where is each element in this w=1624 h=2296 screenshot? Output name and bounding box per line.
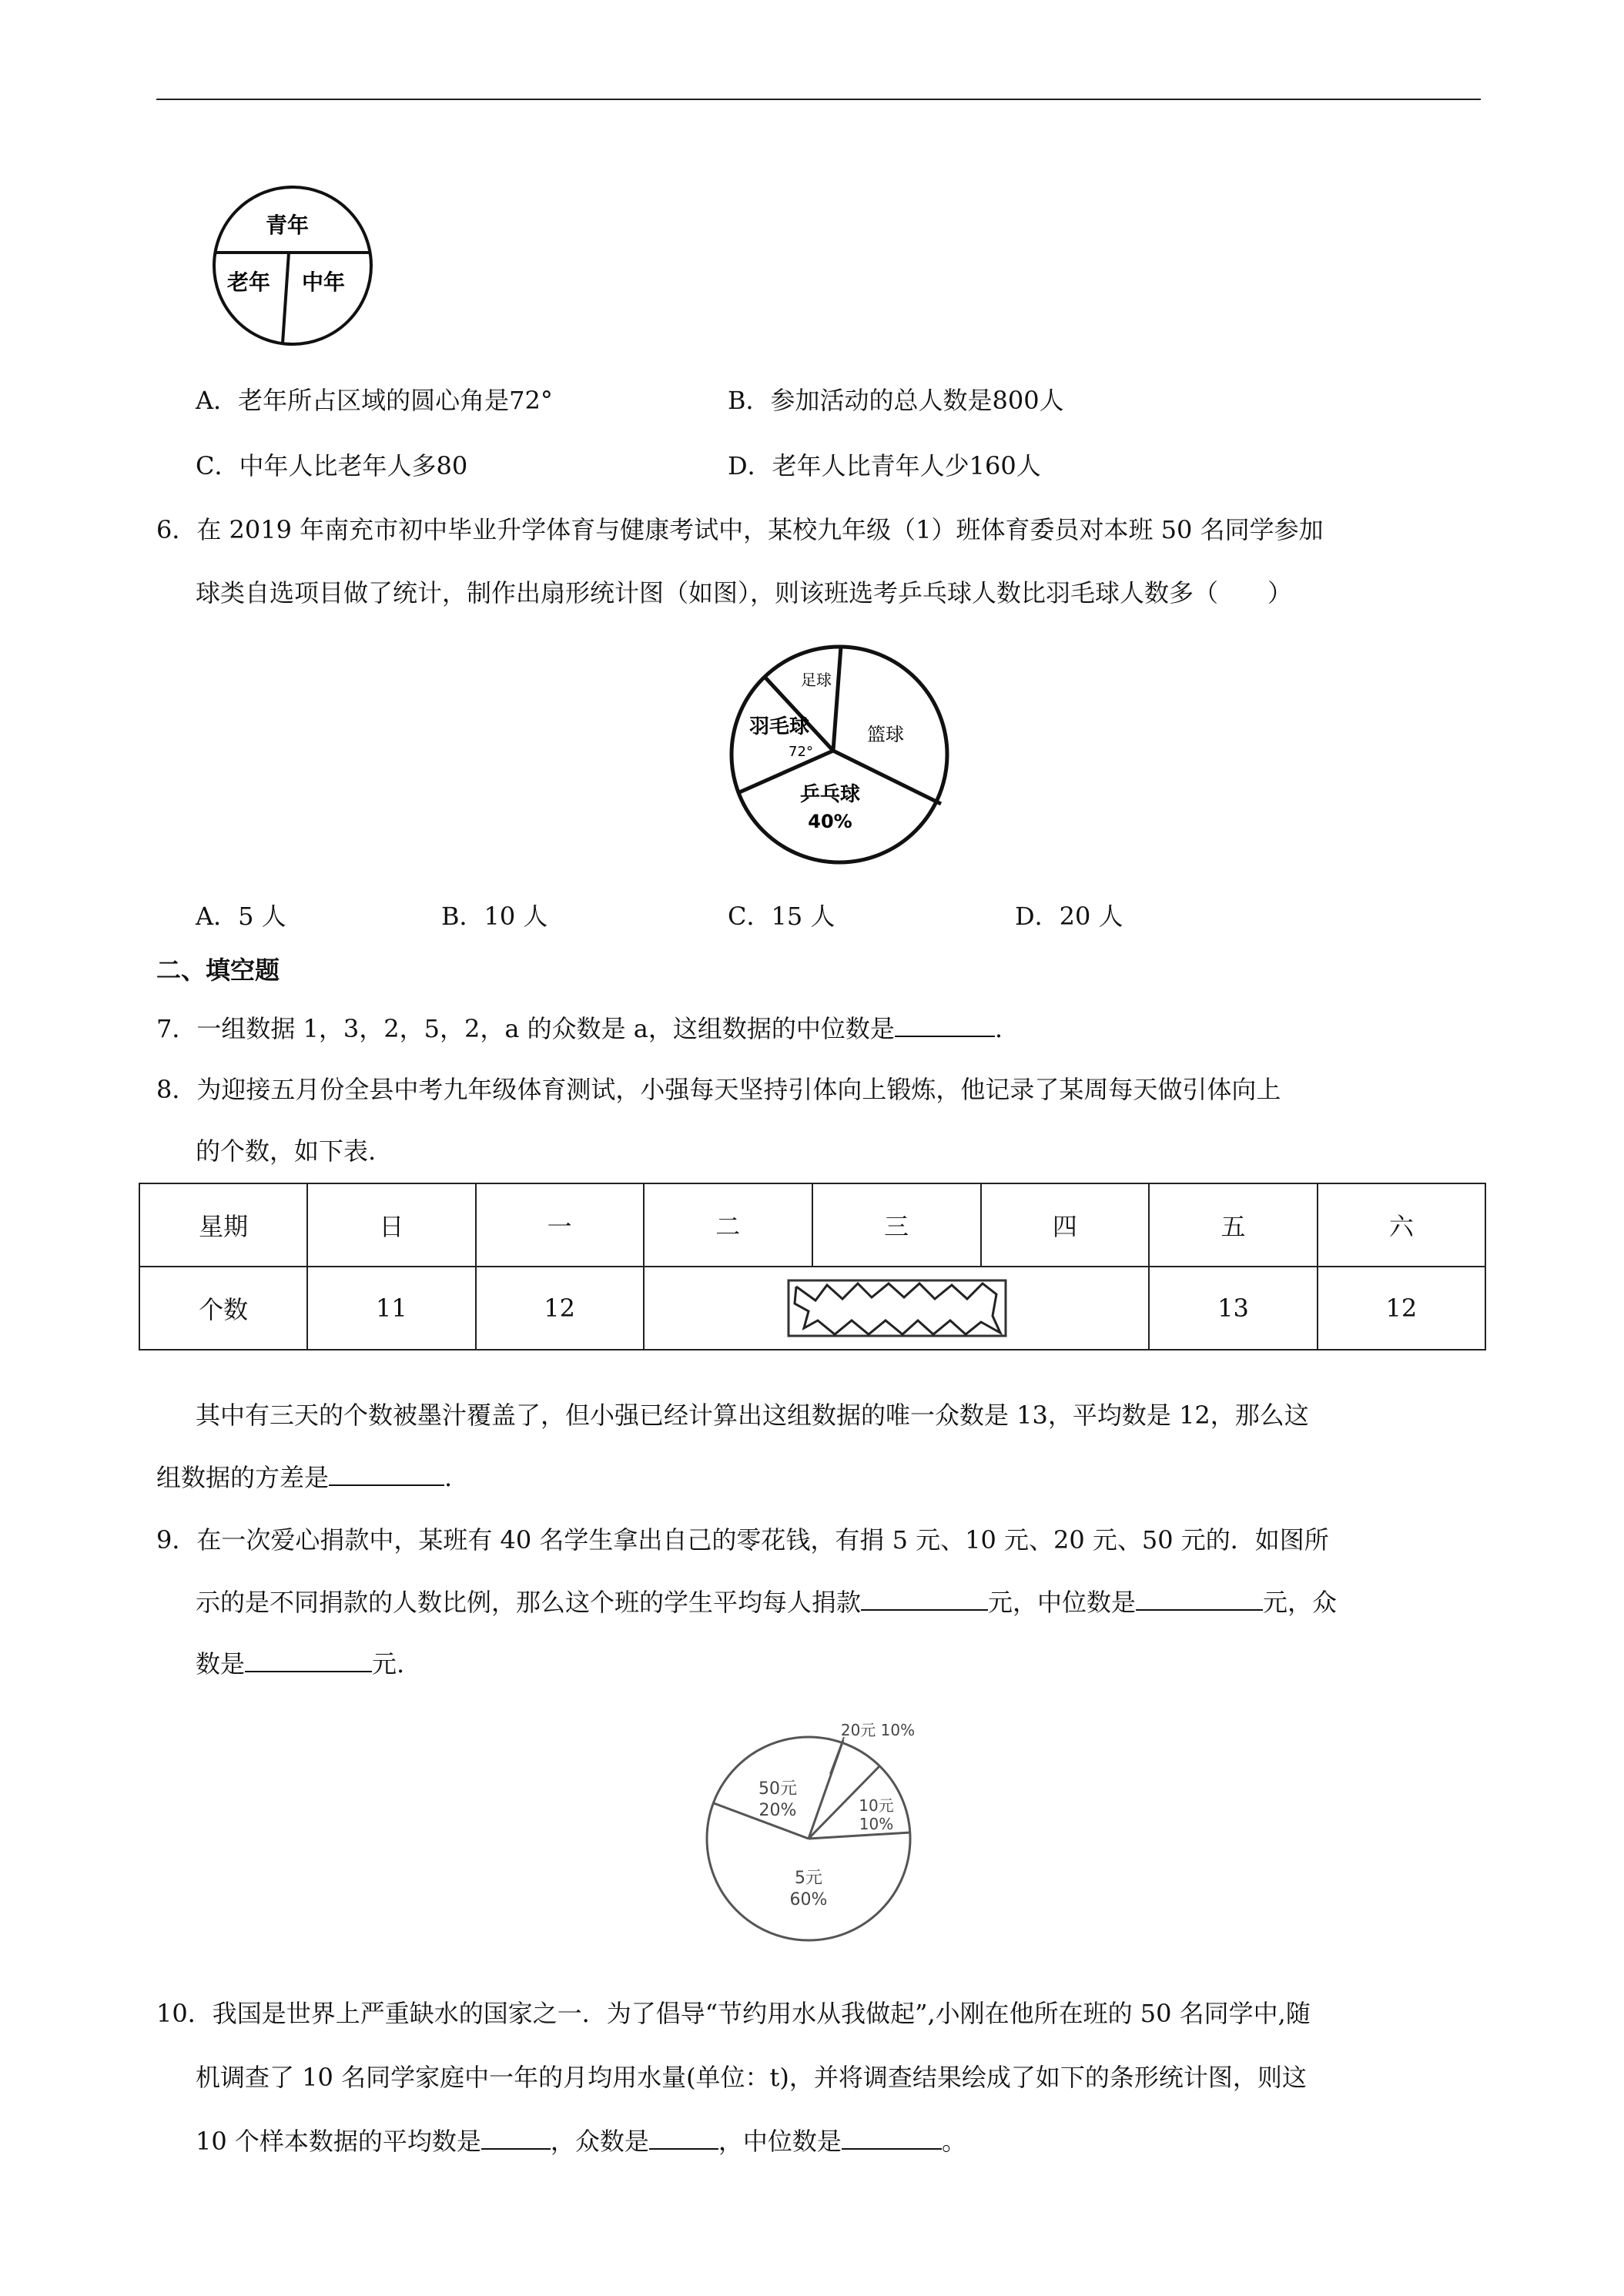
q9-line2-part1: 示的是不同捐款的人数比例，那么这个班的学生平均每人捐款 xyxy=(196,1588,862,1617)
q8-table xyxy=(139,1183,1486,1350)
q9-pie-label-50-amount: 50元 xyxy=(758,1779,797,1799)
q5-option-c: C．中年人比老年人多80 xyxy=(196,451,468,480)
q9-pie-label-5-pct: 60% xyxy=(789,1890,828,1909)
q9-line2-part2: 元，中位数是 xyxy=(988,1588,1137,1617)
q6-pie-label-badminton: 羽毛球 xyxy=(748,715,810,738)
table-cell: 12 xyxy=(1318,1267,1485,1350)
q10-mean-blank[interactable] xyxy=(481,2125,551,2150)
q5-pie-label-middle: 中年 xyxy=(301,269,346,295)
table-cell: 星期 xyxy=(139,1183,307,1267)
q10-line3-end: 。 xyxy=(941,2127,966,2156)
q6-pie-label-angle: 72° xyxy=(789,744,813,760)
table-cell: 日 xyxy=(307,1183,475,1267)
table-cell: 三 xyxy=(812,1183,981,1267)
q6-pie-label-pingpong-pct: 40% xyxy=(808,811,852,832)
q8-text-line3: 其中有三天的个数被墨汁覆盖了，但小强已经计算出这组数据的唯一众数是 13，平均数是 12，那么这 xyxy=(196,1401,1309,1430)
q10-line3-part1: 10 个样本数据的平均数是 xyxy=(196,2127,481,2156)
q5-pie-label-old: 老年 xyxy=(226,269,271,295)
q10-line3-part3: ，中位数是 xyxy=(718,2127,842,2156)
q8-text-line2: 的个数，如下表. xyxy=(196,1136,377,1166)
q7-text xyxy=(156,1012,1003,1044)
table-row xyxy=(139,1267,1485,1350)
q9-text-line2 xyxy=(196,1586,1337,1618)
q10-median-blank[interactable] xyxy=(842,2125,942,2150)
q8-line4-text: 组数据的方差是 xyxy=(156,1463,330,1492)
q9-pie-label-10-pct: 10% xyxy=(859,1815,894,1833)
q6-option-d: D．20 人 xyxy=(1015,902,1123,931)
q5-pie-label-youth: 青年 xyxy=(265,213,310,238)
q9-pie-label-5-amount: 5元 xyxy=(795,1869,822,1888)
table-cell: 13 xyxy=(1149,1267,1317,1350)
q9-mean-blank[interactable] xyxy=(861,1586,988,1611)
ink-blot-icon xyxy=(781,1277,1012,1339)
table-cell: 12 xyxy=(476,1267,644,1350)
q6-option-b: B．10 人 xyxy=(441,902,548,931)
ink-covered-cell xyxy=(644,1267,1150,1350)
q8-text-line1: 8．为迎接五月份全县中考九年级体育测试，小强每天坚持引体向上锻炼，他记录了某周每天做引体向上 xyxy=(156,1075,1281,1104)
q9-pie-chart xyxy=(693,1717,924,1948)
q5-pie-chart xyxy=(204,185,381,346)
q5-option-a: A．老年所占区域的圆心角是72° xyxy=(196,386,553,415)
table-row xyxy=(139,1183,1485,1267)
q6-option-a: A．5 人 xyxy=(196,902,286,931)
q6-pie-label-pingpong: 乒乓球 xyxy=(799,783,861,806)
q10-mode-blank[interactable] xyxy=(649,2125,718,2150)
q7-question: 7．一组数据 1，3，2，5，2，a 的众数是 a，这组数据的中位数是 xyxy=(156,1014,895,1043)
q10-text-line2: 机调查了 10 名同学家庭中一年的月均用水量(单位：t)，并将调查结果绘成了如下的条形统计图，则这 xyxy=(196,2063,1307,2092)
q8-text-line4 xyxy=(156,1461,452,1493)
q6-text-line1: 6．在 2019 年南充市初中毕业升学体育与健康考试中，某校九年级（1）班体育委员对本班 50 名同学参加 xyxy=(156,515,1324,544)
section-heading: 二、填空题 xyxy=(156,956,280,985)
q10-line3-part2: ，众数是 xyxy=(550,2127,649,2156)
q10-text-line1: 10．我国是世界上严重缺水的国家之一．为了倡导“节约用水从我做起”,小刚在他所在班的 50 名同学中,随 xyxy=(156,1999,1311,2028)
q9-pie-label-50-pct: 20% xyxy=(758,1801,797,1820)
q6-pie-label-basketball: 篮球 xyxy=(867,724,904,745)
q8-answer-blank[interactable] xyxy=(329,1461,444,1486)
q9-line2-part3: 元，众 xyxy=(1263,1588,1338,1617)
q9-text-line1: 9．在一次爱心捐款中，某班有 40 名学生拿出自己的零花钱，有捐 5 元、10 元、20 元、50 元的．如图所 xyxy=(156,1525,1329,1555)
q7-answer-blank[interactable] xyxy=(895,1012,995,1037)
q9-text-line3 xyxy=(196,1648,404,1679)
header-rule xyxy=(156,99,1481,100)
table-cell: 个数 xyxy=(139,1267,307,1350)
q9-mode-blank[interactable] xyxy=(245,1648,372,1672)
table-cell: 六 xyxy=(1318,1183,1485,1267)
q6-text-line2: 球类自选项目做了统计，制作出扇形统计图（如图），则该班选考乒乓球人数比羽毛球人数多（ ） xyxy=(196,578,1293,607)
table-cell: 二 xyxy=(644,1183,812,1267)
table-cell: 一 xyxy=(476,1183,644,1267)
q5-option-b: B．参加活动的总人数是800人 xyxy=(728,386,1064,415)
q8-line4-end: . xyxy=(444,1463,453,1492)
q9-median-blank[interactable] xyxy=(1136,1586,1263,1611)
q6-pie-chart xyxy=(724,639,955,870)
q7-end: . xyxy=(994,1014,1003,1043)
table-cell: 五 xyxy=(1149,1183,1317,1267)
table-cell: 四 xyxy=(981,1183,1150,1267)
q5-option-d: D．老年人比青年人少160人 xyxy=(728,451,1041,480)
q10-text-line3 xyxy=(196,2125,966,2157)
table-cell: 11 xyxy=(307,1267,475,1350)
q9-line3-part2: 元. xyxy=(372,1649,405,1678)
q6-pie-label-football: 足球 xyxy=(801,671,832,689)
q9-pie-label-20: 20元 10% xyxy=(840,1721,916,1739)
q9-line3-part1: 数是 xyxy=(196,1649,246,1678)
q9-pie-label-10-amount: 10元 xyxy=(859,1796,894,1815)
q6-option-c: C．15 人 xyxy=(728,902,835,931)
